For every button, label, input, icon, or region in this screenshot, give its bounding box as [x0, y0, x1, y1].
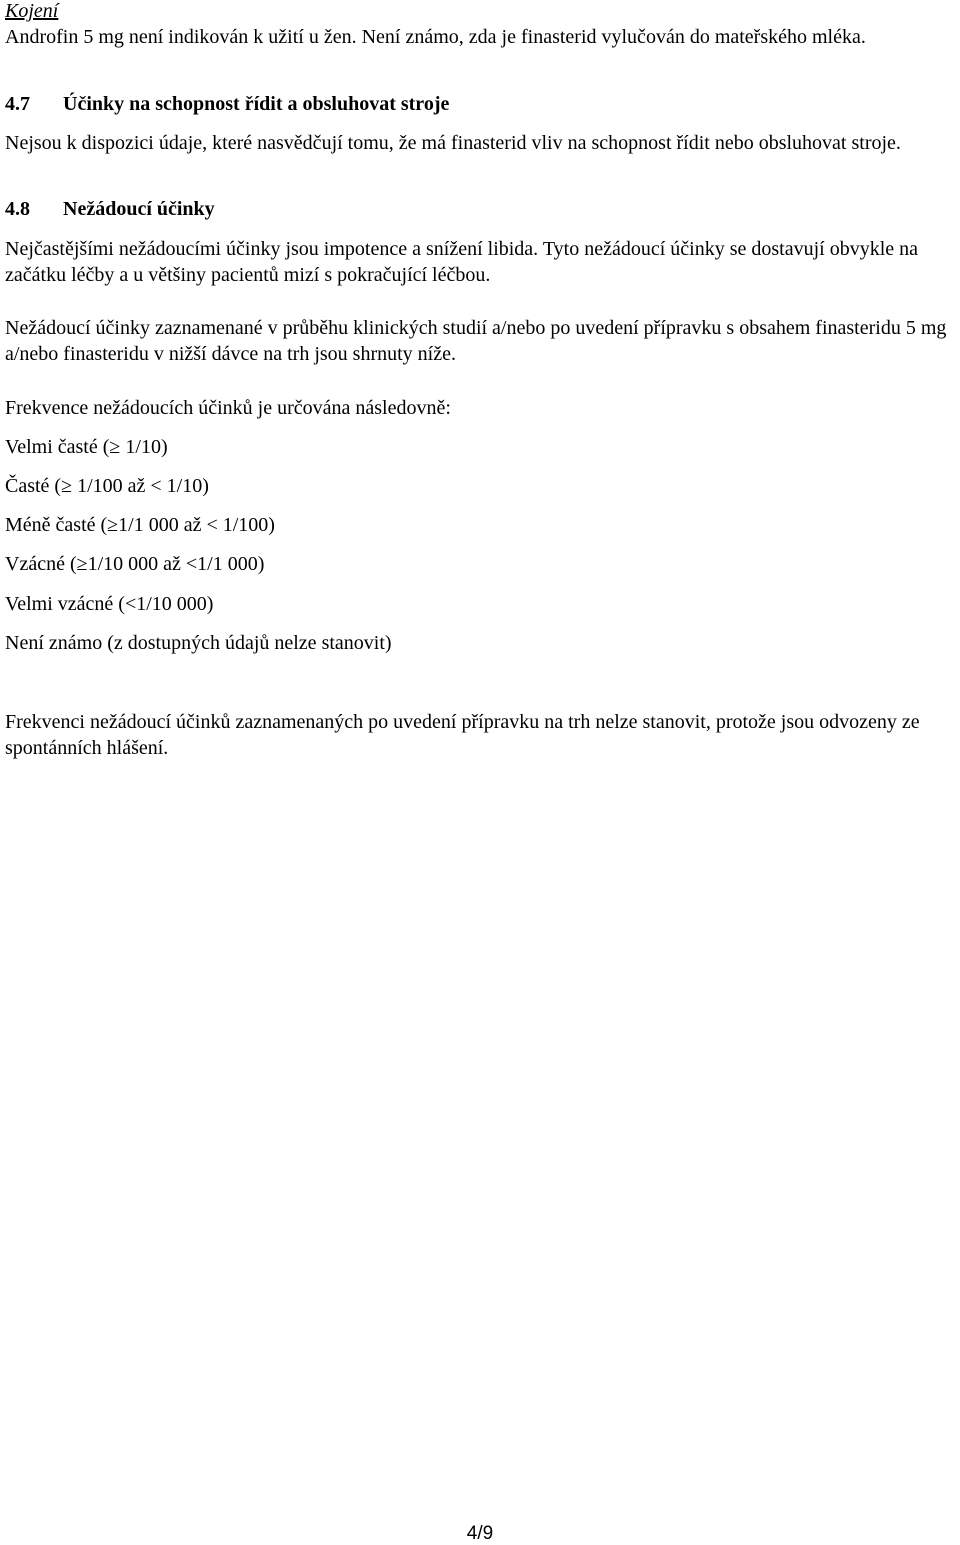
frequency-item: Velmi časté (≥ 1/10): [5, 436, 168, 458]
frequency-item: Časté (≥ 1/100 až < 1/10): [5, 475, 209, 497]
section-4-7-heading: [5, 91, 959, 117]
section-4-8-title: Nežádoucí účinky: [63, 198, 215, 220]
frequency-item: Méně časté (≥1/1 000 až < 1/100): [5, 514, 275, 536]
frequency-item: Není známo (z dostupných údajů nelze stanovit): [5, 632, 392, 654]
kojeni-heading: Kojení: [5, 0, 59, 22]
section-4-8-heading: [5, 196, 959, 222]
section-4-7-title: Účinky na schopnost řídit a obsluhovat stroje: [63, 93, 450, 115]
kojeni-paragraph: Androfin 5 mg není indikován k užití u žen. Není známo, zda je finasterid vylučován do mateřského mléka.: [5, 26, 866, 48]
frequency-item: Vzácné (≥1/10 000 až <1/1 000): [5, 553, 265, 575]
section-4-8-paragraph-2: Nežádoucí účinky zaznamenané v průběhu klinických studií a/nebo po uvedení přípravku s obsahem finasteridu 5 mg a/nebo finasteridu v nižší dávce na trh jsou shrnuty níže.: [5, 317, 947, 365]
section-4-7-number: 4.7: [5, 93, 30, 115]
section-4-8-paragraph-3: Frekvenci nežádoucí účinků zaznamenaných po uvedení přípravku na trh nelze stanovit, protože jsou odvozeny ze spontánních hlášení.: [5, 711, 920, 759]
section-4-7-paragraph: Nejsou k dispozici údaje, které nasvědčují tomu, že má finasterid vliv na schopnost řídit nebo obsluhovat stroje.: [5, 132, 901, 154]
section-4-8-number: 4.8: [5, 198, 30, 220]
page-number: 4/9: [466, 1523, 494, 1544]
section-4-8-paragraph-1: Nejčastějšími nežádoucími účinky jsou impotence a snížení libida. Tyto nežádoucí účinky se dostavují obvykle na začátku léčby a u většiny pacientů mizí s pokračující léčbou.: [5, 238, 918, 286]
frequency-intro: Frekvence nežádoucích účinků je určována následovně:: [5, 397, 451, 419]
frequency-item: Velmi vzácné (<1/10 000): [5, 593, 214, 615]
